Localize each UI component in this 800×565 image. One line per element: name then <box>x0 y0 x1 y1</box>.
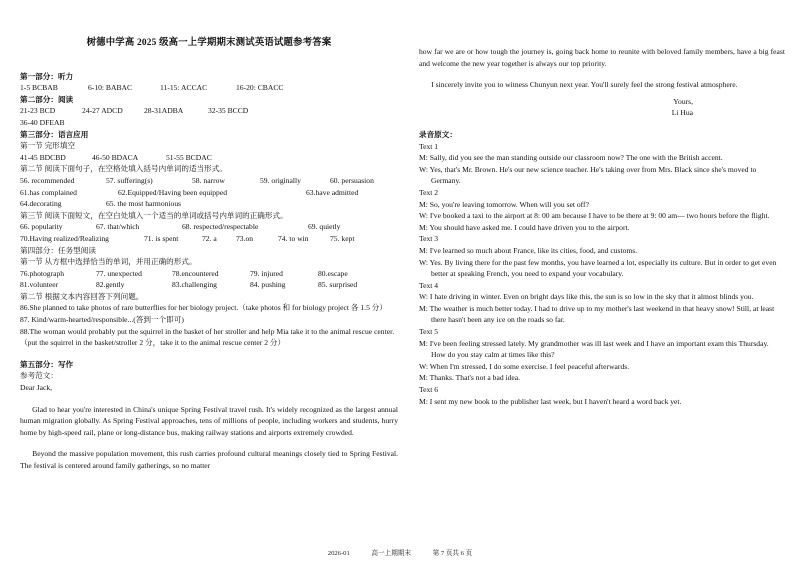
dialogue-line: M: I sent my new book to the publisher last week, but I haven't heard a word back yet. <box>419 396 682 406</box>
answer-item: 72. a <box>202 233 217 243</box>
answer-group: 1-5 BCBAB <box>20 83 58 93</box>
answer-group: 51-55 BCDAC <box>166 152 212 162</box>
answer-group: 24-27 ADCD <box>82 106 123 116</box>
answer-item: 64.decorating <box>20 199 62 209</box>
answer-item: 74. to win <box>278 233 309 243</box>
answer-item: 63.have admitted <box>306 187 359 197</box>
footer-date: 2026-01 <box>327 550 350 557</box>
text-2-label: Text 2 <box>419 187 439 197</box>
dialogue-line: M: Thanks. That's not a bad idea. <box>419 373 521 383</box>
answer-item: 76.photograph <box>20 268 65 278</box>
answer-item: 73.on <box>236 233 254 243</box>
answer-item: 82.gently <box>96 280 125 290</box>
answer-86: 86.She planned to take photos of rare butterflies for her biology project.（take photos 和 for biology project 各 1.5 分） <box>20 303 387 313</box>
section4-row-2 <box>20 279 398 291</box>
answer-item: 84. pushing <box>250 280 286 290</box>
dialogue-line: W: When I'm stressed, I do some exercise. I feel peaceful afterwards. <box>419 361 630 371</box>
answer-item: 83.challenging <box>172 280 217 290</box>
dialogue-line: M: I've been feeling stressed lately. My grandmother was ill last week and I have an important exam this Thursday. How do you stay calm at times like this? <box>419 338 769 360</box>
answer-item: 68. respected/respectable <box>182 222 259 232</box>
left-column <box>20 0 398 472</box>
part1-answers <box>20 82 398 94</box>
letter-greeting: Dear Jack, <box>20 383 53 393</box>
dialogue-line: M: Sally, did you see the man standing outside our classroom now? The one with the British accent. <box>419 153 723 163</box>
page-title: 树德中学高 2025 级高一上学期期末测试英语试题参考答案 <box>86 38 332 48</box>
answer-item: 81.volunteer <box>20 280 59 290</box>
answer-item: 77. unexpected <box>96 268 142 278</box>
part2-heading: 第二部分：阅读 <box>20 94 74 104</box>
answer-item: 67. that/which <box>96 222 140 232</box>
section3-row-2 <box>20 233 398 245</box>
answer-group: 41-45 BDCBD <box>20 152 66 162</box>
right-column <box>419 46 785 407</box>
transcript-heading: 录音原文： <box>419 129 457 139</box>
answer-item: 57. suffering(s) <box>106 175 153 185</box>
section3-heading: 第三节 阅读下面短文，在空白处填入一个适当的单词或括号内单词的正确形式。 <box>20 210 288 220</box>
dialogue-line: W: I hate driving in winter. Even on bright days like this, the sun is so low in the sky that it almost blinds you. <box>419 292 754 302</box>
answer-item: 80.escape <box>318 268 348 278</box>
answer-item: 65. the most harmonious <box>106 199 182 209</box>
dialogue-line: M: You should have asked me. I could have driven you to the airport. <box>419 222 630 232</box>
text-1-label: Text 1 <box>419 141 439 151</box>
part1-heading: 第一部分：听力 <box>20 71 74 81</box>
answer-item: 79. injured <box>250 268 283 278</box>
answer-item: 85. surprised <box>318 280 358 290</box>
part2-answers-2: 36-40 DFEAB <box>20 117 65 127</box>
answer-item: 59. originally <box>260 175 301 185</box>
answer-group: 21-23 BCD <box>20 106 56 116</box>
dialogue-line: M: So, you're leaving tomorrow. When will you set off? <box>419 199 589 209</box>
dialogue-line: M: The weather is much better today. I had to drive up to my mother's last weekend in that heavy snow! Still, at least there hasn't been any ice on the roads so far. <box>419 303 775 325</box>
letter-paragraph-2-continued: how far we are or how tough the journey is, going back home to reunite with beloved family members, have a big feast and welcome the new year together is always our top priority. <box>419 47 785 68</box>
answer-item: 61.has complained <box>20 187 77 197</box>
part5-heading: 第五部分：写作 <box>20 359 74 369</box>
part3-heading: 第三部分：语言应用 <box>20 129 89 139</box>
section4-heading: 第一节 从方框中选择恰当的单词，并用正确的形式。 <box>20 257 197 267</box>
text-3-label: Text 3 <box>419 234 439 244</box>
answer-item: 58. narrow <box>192 175 225 185</box>
footer-exam-name: 高一上期期末 <box>371 550 411 557</box>
letter-closing: Yours, <box>673 96 693 106</box>
dialogue-line: M: I've learned so much about France, like its cities, food, and customs. <box>419 245 638 255</box>
section2-heading: 第二节 阅读下面句子，在空格处填入括号内单词的适当形式。 <box>20 164 227 174</box>
letter-paragraph-1: Glad to hear you're interested in China's unique Spring Festival travel rush. It's widely recognized as the largest annual human migration globally. As Spring Festival approaches, tens of millions of people, including workers and students, hurry home by high-speed rail, plane or long-distance bus, making railway stations and airports extremely crowded. <box>20 404 398 437</box>
dialogue-line: W: Yes, that's Mr. Brown. He's our new science teacher. He's taking over from Mrs. Black since she's moved to Germany. <box>419 164 757 186</box>
part2-answers <box>20 105 398 117</box>
text-6-label: Text 6 <box>419 385 439 395</box>
answer-item: 70.Having realized/Realizing <box>20 233 109 243</box>
dialogue-line: W: Yes. By living there for the past few months, you have learned a lot, especially its culture. But in order to get even better at speaking French, you need to expand your vocabulary. <box>419 257 777 279</box>
answer-group: 32-35 BCCD <box>208 106 249 116</box>
answer-group: 28-31ADBA <box>144 106 184 116</box>
section4-row-1 <box>20 268 398 280</box>
part4-heading: 第四部分：任务型阅读 <box>20 245 96 255</box>
answer-group: 16-20: CBACC <box>236 83 284 93</box>
answer-item: 62.Equipped/Having been equipped <box>118 187 228 197</box>
answer-88: 88.The woman would probably put the squirrel in the basket of her stroller and help Mia take it to the animal rescue center.（put the squirrel in the basket/stroller 2 分，take it to the animal rescue center 2 分） <box>20 326 395 348</box>
answer-item: 60. persuasion <box>330 175 374 185</box>
letter-signature: Li Hua <box>671 108 693 118</box>
answer-group: 6-10: BABAC <box>88 83 133 93</box>
section1-answers <box>20 152 398 164</box>
section2-row-3 <box>20 198 398 210</box>
section3-row-1 <box>20 221 398 233</box>
answer-item: 71. is spent <box>144 233 179 243</box>
section1-heading: 第一节 完形填空 <box>20 141 76 151</box>
section5-heading: 第二节 根据文本内容回答下列问题。 <box>20 291 144 301</box>
answer-group: 46-50 BDACA <box>92 152 139 162</box>
answer-group: 11-15: ACCAC <box>160 83 208 93</box>
dialogue-line: W: I've booked a taxi to the airport at 8: 00 am because I have to be there at 9: 00 am— two hours before the flight. <box>419 211 770 221</box>
text-5-label: Text 5 <box>419 327 439 337</box>
answer-item: 78.encountered <box>172 268 219 278</box>
answer-item: 66. popularity <box>20 222 63 232</box>
sample-label: 参考范文： <box>20 371 58 381</box>
answer-item: 69. quietly <box>308 222 341 232</box>
section2-row-2 <box>20 187 398 199</box>
letter-paragraph-2: Beyond the massive population movement, this rush carries profound cultural meanings closely tied to Spring Festival. The festival is centered around family gatherings, so no matter <box>20 449 398 470</box>
footer-page-number: 第 7 页共 6 页 <box>432 550 473 557</box>
answer-item: 75. kept <box>330 233 355 243</box>
page-footer <box>0 547 800 557</box>
letter-paragraph-3: I sincerely invite you to witness Chunyun next year. You'll surely feel the strong festival atmosphere. <box>431 80 738 90</box>
answer-87: 87. Kind/warm-hearted/responsible...(答到一个即可) <box>20 315 184 325</box>
text-4-label: Text 4 <box>419 280 439 290</box>
answer-item: 56. recommended <box>20 175 75 185</box>
section2-row-1 <box>20 175 398 187</box>
